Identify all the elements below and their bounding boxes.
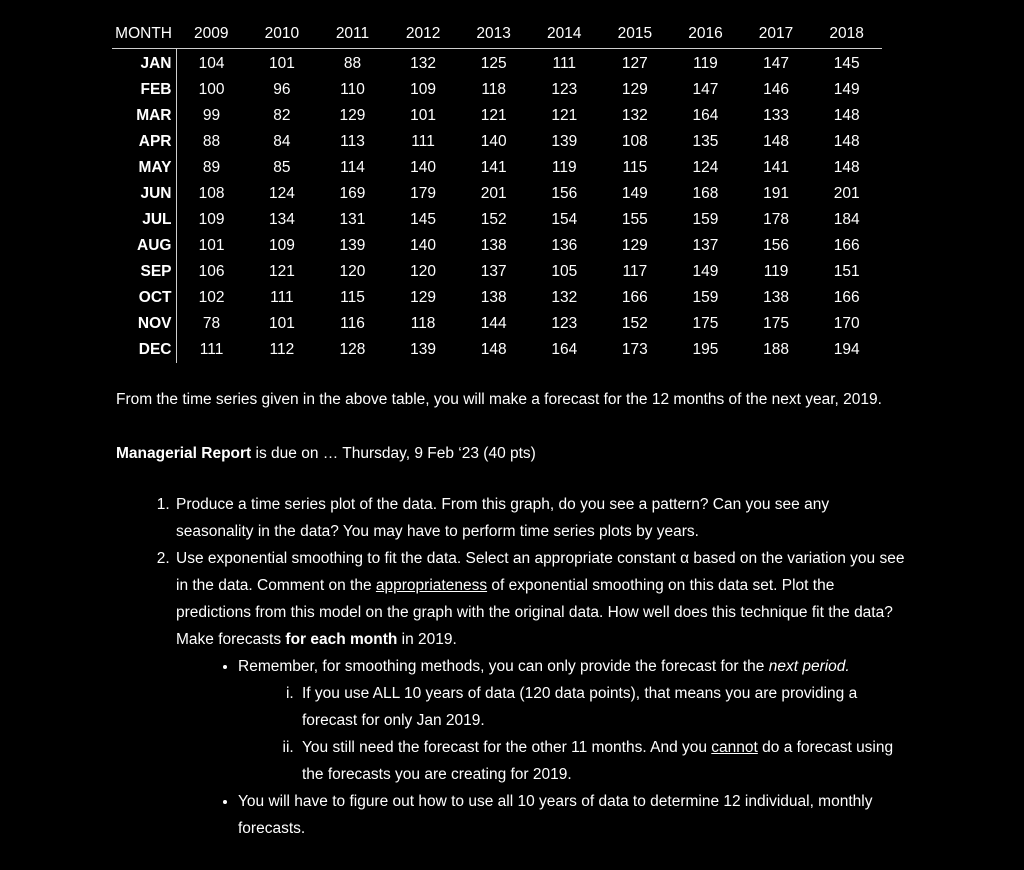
table-cell: 134: [268, 211, 295, 228]
month-label: DEC: [112, 337, 176, 363]
table-cell: 152: [480, 211, 507, 228]
year-header: 2009: [176, 22, 247, 49]
table-cell: 184: [833, 211, 860, 228]
table-cell: 121: [480, 107, 507, 124]
table-cell: 144: [480, 315, 507, 332]
table-cell: 175: [692, 315, 719, 332]
table-cell: 101: [268, 315, 295, 332]
table-cell: 137: [480, 263, 507, 280]
table-cell: 108: [621, 133, 648, 150]
table-cell: 99: [202, 107, 221, 124]
table-cell: 88: [343, 55, 362, 72]
table-cell: 129: [410, 289, 437, 306]
report-due-line: [116, 440, 906, 467]
sub-item-ii-text-a: You still need the forecast for the other 11 months. And you: [302, 739, 712, 756]
table-cell: 119: [551, 159, 577, 176]
table-cell: 78: [202, 315, 221, 332]
table-cell: 145: [410, 211, 437, 228]
table-cell: 120: [410, 263, 437, 280]
year-header: 2015: [600, 22, 671, 49]
table-row: [112, 337, 882, 363]
task-2-underlined: appropriateness: [375, 577, 488, 594]
table-cell: 188: [763, 341, 789, 358]
month-label: APR: [112, 129, 176, 155]
table-cell: 118: [410, 315, 436, 332]
table-cell: 148: [480, 341, 507, 358]
table-cell: 138: [763, 289, 789, 306]
table-cell: 123: [551, 81, 578, 98]
table-cell: 89: [202, 159, 221, 176]
table-cell: 178: [763, 211, 789, 228]
year-header: 2016: [670, 22, 741, 49]
table-row: [112, 129, 882, 155]
table-cell: 101: [410, 107, 437, 124]
table-cell: 166: [833, 237, 860, 254]
month-label: OCT: [112, 285, 176, 311]
table-cell: 132: [410, 55, 437, 72]
table-cell: 129: [621, 237, 648, 254]
bullet-item-2: [238, 788, 906, 842]
table-cell: 139: [410, 341, 437, 358]
month-label: SEP: [112, 259, 176, 285]
task-2-text-b: of exponential smoothing on this data set. Plot the predictions from this model on the graph with the original data. How well does this technique fit the data? Make forecasts: [176, 577, 893, 648]
table-cell: 110: [340, 81, 365, 98]
table-cell: 148: [763, 133, 789, 150]
table-cell: 109: [198, 211, 225, 228]
task-2-bullets: [176, 653, 906, 842]
table-cell: 149: [692, 263, 719, 280]
table-cell: 124: [268, 185, 295, 202]
table-row: [112, 49, 882, 78]
table-cell: 96: [273, 81, 291, 98]
table-cell: 154: [551, 211, 578, 228]
month-label: FEB: [112, 77, 176, 103]
year-header: 2014: [529, 22, 600, 49]
table-cell: 116: [340, 315, 365, 332]
table-cell: 123: [551, 315, 578, 332]
table-cell: 84: [273, 133, 291, 150]
table-row: [112, 207, 882, 233]
table-cell: 139: [339, 237, 366, 254]
table-cell: 88: [202, 133, 221, 150]
bullet-2-text: You will have to figure out how to use all 10 years of data to determine 12 individual, monthly forecasts.: [238, 793, 873, 837]
task-2-text-a: Use exponential smoothing to fit the data. Select an appropriate constant α based on the variation you see in the data. Comment on the: [176, 550, 905, 594]
month-label: MAR: [112, 103, 176, 129]
table-cell: 145: [833, 55, 860, 72]
table-cell: 173: [621, 341, 648, 358]
table-cell: 140: [410, 237, 437, 254]
year-header: 2011: [317, 22, 388, 49]
table-cell: 151: [833, 263, 860, 280]
table-row: [112, 259, 882, 285]
table-cell: 125: [480, 55, 507, 72]
table-cell: 201: [833, 185, 860, 202]
bullet-item-1: [238, 653, 906, 788]
table-cell: 119: [693, 55, 718, 72]
table-cell: 105: [551, 263, 578, 280]
table-cell: 121: [551, 107, 578, 124]
table-cell: 109: [410, 81, 437, 98]
table-cell: 129: [339, 107, 366, 124]
year-header: 2013: [458, 22, 529, 49]
month-label: NOV: [112, 311, 176, 337]
task-item-2: [174, 545, 906, 842]
table-cell: 148: [833, 107, 860, 124]
table-cell: 148: [833, 133, 860, 150]
table-cell: 112: [269, 341, 295, 358]
task-2-bold: for each month: [285, 631, 398, 648]
table-cell: 108: [198, 185, 225, 202]
table-cell: 169: [339, 185, 366, 202]
table-cell: 131: [339, 211, 366, 228]
month-label: JUL: [112, 207, 176, 233]
sub-list: [238, 680, 906, 788]
table-row: [112, 103, 882, 129]
table-cell: 111: [270, 289, 294, 306]
table-cell: 117: [622, 263, 648, 280]
table-cell: 159: [692, 211, 719, 228]
table-cell: 147: [692, 81, 719, 98]
table-cell: 156: [551, 185, 578, 202]
table-cell: 115: [622, 159, 648, 176]
table-row: [112, 233, 882, 259]
table-cell: 140: [480, 133, 507, 150]
task-1-text: Produce a time series plot of the data. From this graph, do you see a pattern? Can you see any seasonality in the data? You may have to perform time series plots by years.: [176, 496, 830, 540]
table-cell: 101: [268, 55, 295, 72]
bullet-1-text: Remember, for smoothing methods, you can only provide the forecast for the: [238, 658, 769, 675]
table-cell: 113: [340, 133, 365, 150]
table-row: [112, 285, 882, 311]
table-cell: 120: [339, 263, 366, 280]
table-cell: 139: [551, 133, 578, 150]
sub-item-i-text: If you use ALL 10 years of data (120 data points), that means you are providing a forecast for only Jan 2019.: [302, 685, 858, 729]
table-cell: 101: [198, 237, 225, 254]
table-cell: 133: [763, 107, 789, 124]
bullet-1-italic: next period.: [768, 658, 850, 675]
table-cell: 156: [763, 237, 789, 254]
task-2-text-c: in 2019.: [397, 631, 457, 648]
table-cell: 159: [692, 289, 719, 306]
table-cell: 141: [480, 159, 507, 176]
table-cell: 155: [621, 211, 648, 228]
table-cell: 201: [480, 185, 507, 202]
table-cell: 128: [339, 341, 366, 358]
table-cell: 136: [551, 237, 578, 254]
table-row: [112, 181, 882, 207]
year-header: 2012: [388, 22, 459, 49]
report-due-text: is due on … Thursday, 9 Feb ‘23 (40 pts): [251, 445, 536, 462]
table-cell: 140: [410, 159, 437, 176]
table-cell: 164: [692, 107, 719, 124]
task-list: [116, 491, 906, 842]
table-row: [112, 311, 882, 337]
table-cell: 119: [763, 263, 789, 280]
table-cell: 127: [621, 55, 648, 72]
table-cell: 85: [273, 159, 291, 176]
table-cell: 195: [692, 341, 719, 358]
table-header-row: [112, 22, 882, 49]
table-cell: 146: [763, 81, 789, 98]
table-cell: 135: [692, 133, 719, 150]
table-cell: 170: [833, 315, 860, 332]
table-cell: 102: [198, 289, 225, 306]
table-cell: 138: [480, 237, 507, 254]
report-label: Managerial Report: [116, 445, 252, 462]
table-cell: 175: [763, 315, 789, 332]
table-row: [112, 155, 882, 181]
table-cell: 132: [621, 107, 648, 124]
table-row: [112, 77, 882, 103]
table-cell: 118: [481, 81, 507, 98]
table-cell: 104: [198, 55, 225, 72]
table-cell: 82: [273, 107, 291, 124]
sub-item-i: [298, 680, 906, 734]
year-header: 2017: [741, 22, 812, 49]
year-header: 2018: [811, 22, 882, 49]
table-cell: 114: [340, 159, 365, 176]
table-cell: 149: [621, 185, 648, 202]
table-cell: 148: [833, 159, 860, 176]
table-cell: 152: [621, 315, 648, 332]
month-label: AUG: [112, 233, 176, 259]
table-cell: 191: [763, 185, 789, 202]
table-cell: 138: [480, 289, 507, 306]
assignment-text: [116, 386, 906, 842]
table-cell: 115: [340, 289, 365, 306]
month-label: JUN: [112, 181, 176, 207]
table-cell: 166: [833, 289, 860, 306]
table-cell: 111: [199, 341, 224, 358]
table-cell: 106: [198, 263, 225, 280]
table-cell: 137: [692, 237, 719, 254]
table-cell: 132: [551, 289, 578, 306]
task-item-1: [174, 491, 906, 545]
table-cell: 124: [692, 159, 719, 176]
month-label: JAN: [112, 49, 176, 78]
intro-paragraph: From the time series given in the above table, you will make a forecast for the 12 months of the next year, 2019.: [116, 391, 882, 408]
table-cell: 149: [833, 81, 860, 98]
table-body: [112, 49, 882, 364]
month-label: MAY: [112, 155, 176, 181]
table-cell: 147: [763, 55, 789, 72]
sub-item-ii: [298, 734, 906, 788]
table-cell: 111: [411, 133, 435, 150]
month-column-header: MONTH: [112, 22, 176, 49]
table-cell: 129: [621, 81, 648, 98]
table-cell: 168: [692, 185, 719, 202]
table-cell: 141: [763, 159, 789, 176]
table-cell: 109: [268, 237, 295, 254]
table-cell: 194: [833, 341, 860, 358]
year-header: 2010: [247, 22, 318, 49]
table-cell: 164: [551, 341, 578, 358]
sales-data-table: [112, 22, 882, 363]
table-cell: 179: [410, 185, 437, 202]
table-cell: 111: [552, 55, 577, 72]
table-cell: 166: [621, 289, 648, 306]
data-table-container: [112, 22, 882, 363]
table-cell: 121: [268, 263, 295, 280]
sub-item-ii-underlined: cannot: [711, 739, 758, 756]
table-cell: 100: [198, 81, 225, 98]
sub-item-ii-text-b: do a forecast using the forecasts you are creating for 2019.: [302, 739, 894, 783]
